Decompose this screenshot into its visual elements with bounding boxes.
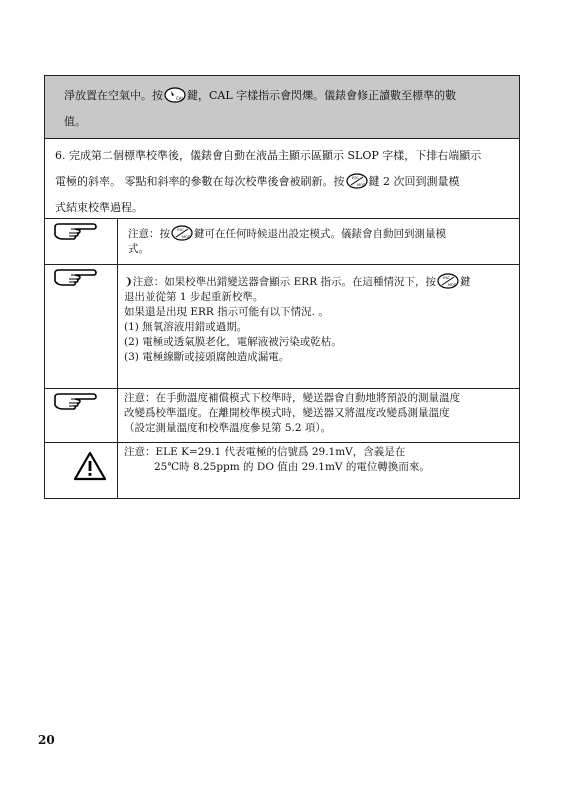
warning-triangle-icon [73,451,107,481]
note-text: 退出並從第 1 步起重新校準。 [124,291,264,303]
note-text: 改變爲校準溫度。在離開校準模式時，變送器又將溫度改變爲測量溫度 [124,407,450,419]
note-exit-row [44,219,520,265]
note-error-row [44,265,520,389]
calibration-note-text [64,83,516,135]
pointing-hand-icon [53,391,97,411]
note-exit-text [118,219,519,264]
step-6-text [55,143,515,221]
note-temperature-row [44,389,520,443]
svg-text:ESC: ESC [351,176,359,180]
step-6-row [44,139,520,219]
svg-text:MOD: MOD [447,283,457,287]
calibration-note-row [44,75,520,139]
note-text: 值。 [64,115,86,128]
note-text: 25℃時 8.25ppm 的 DO 值由 29.1mV 的電位轉換而來。 [154,461,430,473]
svg-text:CAL: CAL [176,96,184,101]
note-text: 注意：在手動溫度補償模式下校準時，變送器會自動地將預設的測量溫度 [124,392,460,404]
cause-item: (1) 無氧溶液用錯或過期。 [124,321,248,333]
note-text: 鍵 [459,276,471,288]
note-text: 注意：ELE K=29.1 代表電極的信號爲 29.1mV，含義是在 [124,446,406,458]
step-text: 式結束校準過程。 [55,201,143,214]
pointing-hand-icon [53,221,97,241]
instruction-table [44,75,520,499]
note-temperature-text [118,389,519,442]
cal-key-icon [164,87,186,103]
svg-text:MOD: MOD [356,183,365,187]
note-text: 淨放置在空氣中。按 [64,89,163,102]
cause-item: (2) 電極或透氣膜老化，電解液被污染或乾枯。 [124,336,342,348]
pointing-hand-icon [53,267,97,287]
note-error-text [118,265,519,388]
esc-mod-key-icon [171,225,193,241]
note-text: 注意：按 [128,228,170,240]
esc-mod-key-icon [346,173,368,189]
svg-text:MOD: MOD [182,235,191,239]
note-text: 鍵可在任何時候退出設定模式。儀錶會自動回到測量模 [194,228,446,240]
note-electrode-row [44,443,520,499]
note-electrode-text [118,443,519,498]
note-text: ❩注意：如果校準出錯變送器會顯示 ERR 指示。在這種情況下，按 [124,276,436,288]
esc-mod-key-icon [437,273,459,289]
note-text: 式。 [128,243,149,255]
note-text: 鍵，CAL 字樣指示會閃爍。儀錶會修正讀數至標準的數 [187,89,457,102]
step-text: 鍵 2 次回到測量模 [368,175,460,188]
svg-text:ESC: ESC [177,228,184,232]
svg-text:ESC: ESC [442,276,450,280]
cause-item: (3) 電極線斷或接頭腐蝕造成漏電。 [124,351,290,363]
note-text: （設定測量溫度和校準溫度參見第 5.2 項）。 [124,422,332,434]
note-text: 如果還是出現 ERR 指示可能有以下情況. 。 [124,306,329,318]
step-text: 6. 完成第二個標準校準後，儀錶會自動在液晶主顯示區顯示 SLOP 字樣，下排右端顯示 [55,149,482,162]
page-number: 20 [38,733,55,747]
step-text: 電極的斜率。 零點和斜率的參數在每次校準後會被刷新。按 [55,175,345,188]
